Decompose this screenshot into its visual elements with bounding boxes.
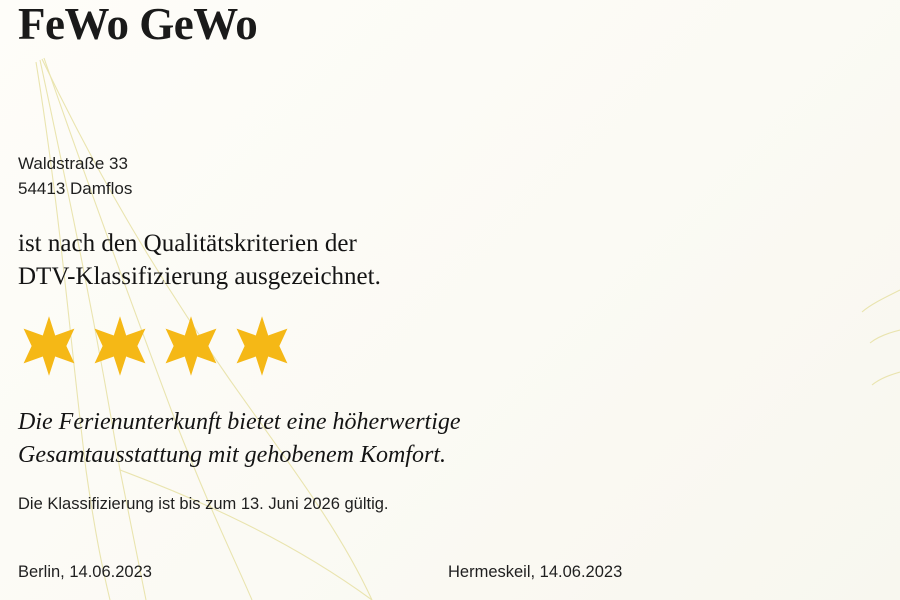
page-title: FeWo GeWo (18, 0, 258, 49)
address-block (18, 152, 890, 201)
certificate-content (8, 0, 900, 600)
signature-row (18, 563, 882, 582)
description-block (18, 406, 890, 471)
star-icon (18, 315, 80, 382)
signature-left: Berlin, 14.06.2023 (18, 563, 152, 581)
signature-right: Hermeskeil, 14.06.2023 (448, 563, 623, 581)
star-icon (89, 315, 151, 382)
validity-text: Die Klassifizierung ist bis zum 13. Juni 2026 gültig. (18, 495, 389, 514)
statement-line-2: DTV-Klassifizierung ausgezeichnet. (18, 263, 381, 291)
star-icon (231, 315, 293, 382)
statement-block (18, 227, 890, 293)
star-icon (160, 315, 222, 382)
address-city: 54413 Damflos (18, 178, 133, 198)
description-line-2: Gesamtausstattung mit gehobenem Komfort. (18, 441, 446, 468)
star-rating (18, 315, 890, 382)
statement-line-1: ist nach den Qualitätskriterien der (18, 230, 357, 258)
description-line-1: Die Ferienunterkunft bietet eine höherwertige (18, 409, 461, 436)
address-street: Waldstraße 33 (18, 154, 128, 173)
